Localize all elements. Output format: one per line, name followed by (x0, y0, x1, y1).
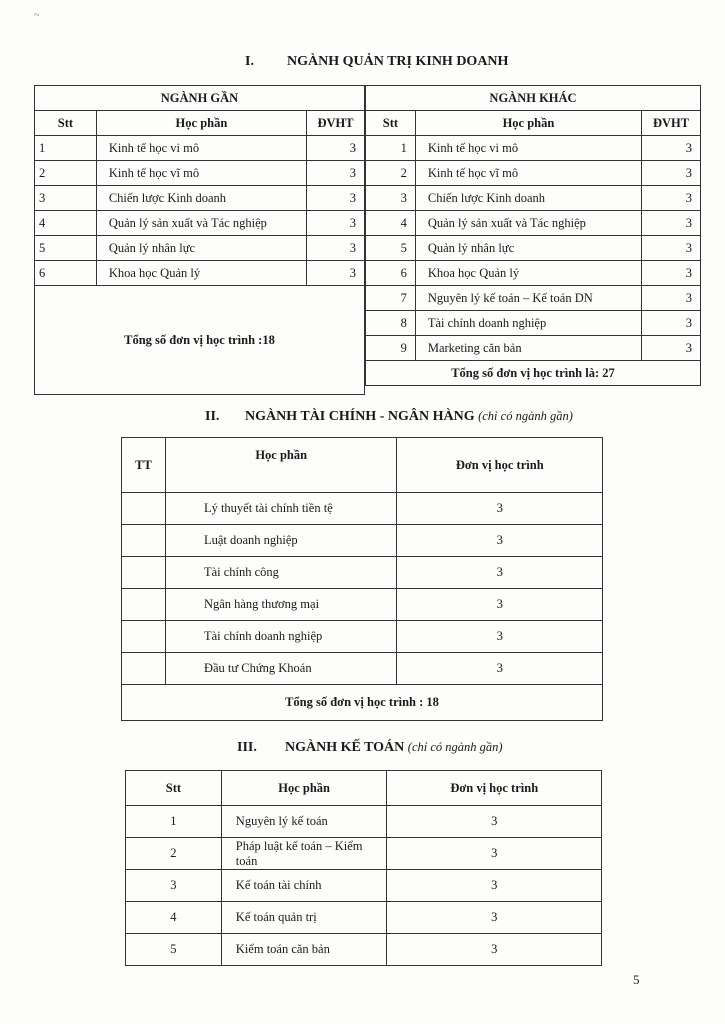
row-subject: Quản lý sản xuất và Tác nghiệp (96, 211, 306, 236)
row-subject: Ngân hàng thương mại (165, 589, 397, 621)
row-units: 3 (397, 557, 603, 589)
table-row (126, 806, 602, 838)
row-units: 3 (642, 211, 701, 236)
section-2-title (205, 409, 573, 425)
row-stt: 8 (366, 311, 416, 336)
table-row (122, 621, 603, 653)
table-row (35, 136, 365, 161)
row-subject: Tài chính doanh nghiệp (415, 311, 641, 336)
row-stt: 3 (35, 186, 97, 211)
table-2 (121, 437, 603, 721)
row-stt (122, 589, 166, 621)
row-subject: Kinh tế học vi mô (96, 136, 306, 161)
section-1-number: I. (245, 54, 254, 69)
table-row (366, 211, 701, 236)
table-row (122, 653, 603, 685)
table-row-total (366, 361, 701, 386)
table-row-total (122, 685, 603, 721)
right-total: Tổng số đơn vị học trình là: 27 (366, 361, 701, 386)
row-stt: 3 (126, 870, 222, 902)
row-subject: Khoa học Quản lý (415, 261, 641, 286)
row-subject: Kinh tế học vĩ mô (415, 161, 641, 186)
table-row (366, 161, 701, 186)
row-units: 3 (642, 286, 701, 311)
row-stt: 9 (366, 336, 416, 361)
table-row (126, 838, 602, 870)
col-header-stt: Stt (35, 111, 97, 136)
row-units: 3 (307, 161, 365, 186)
row-subject: Kinh tế học vĩ mô (96, 161, 306, 186)
table-1-left (34, 85, 365, 395)
table-row (122, 557, 603, 589)
row-units: 3 (307, 261, 365, 286)
row-stt: 7 (366, 286, 416, 311)
row-units: 3 (642, 261, 701, 286)
row-stt (122, 525, 166, 557)
row-subject: Pháp luật kế toán – Kiểm toán (221, 838, 387, 870)
row-units: 3 (387, 902, 602, 934)
row-stt: 6 (35, 261, 97, 286)
row-subject: Luật doanh nghiệp (165, 525, 397, 557)
row-units: 3 (307, 211, 365, 236)
section-3-title (237, 740, 503, 756)
row-units: 3 (642, 161, 701, 186)
row-stt: 1 (35, 136, 97, 161)
col-header-stt: Stt (126, 771, 222, 806)
row-units: 3 (397, 493, 603, 525)
row-subject: Lý thuyết tài chính tiền tệ (165, 493, 397, 525)
row-subject: Kế toán tài chính (221, 870, 387, 902)
table-row (126, 870, 602, 902)
row-units: 3 (387, 806, 602, 838)
row-subject: Kiểm toán căn bản (221, 934, 387, 966)
col-header-tt: TT (122, 438, 166, 493)
table-3 (125, 770, 602, 966)
row-stt: 4 (35, 211, 97, 236)
row-units: 3 (397, 621, 603, 653)
table-row (366, 186, 701, 211)
table-row (35, 236, 365, 261)
row-subject: Chiến lược Kinh doanh (415, 186, 641, 211)
section-3-number: III. (237, 740, 257, 755)
row-subject: Chiến lược Kinh doanh (96, 186, 306, 211)
table-row (366, 236, 701, 261)
row-stt: 5 (35, 236, 97, 261)
row-stt: 2 (366, 161, 416, 186)
row-stt: 5 (366, 236, 416, 261)
row-units: 3 (307, 136, 365, 161)
table-row (122, 589, 603, 621)
section-1-heading: NGÀNH QUẢN TRỊ KINH DOANH (287, 54, 509, 69)
table-row (366, 136, 701, 161)
row-units: 3 (397, 589, 603, 621)
col-header-units: ĐVHT (642, 111, 701, 136)
col-header-subject: Học phần (415, 111, 641, 136)
row-stt (122, 621, 166, 653)
table-row (366, 336, 701, 361)
row-subject: Quản lý nhân lực (96, 236, 306, 261)
col-header-subject: Học phần (221, 771, 387, 806)
section-3-heading: NGÀNH KẾ TOÁN (285, 740, 405, 755)
section-2-note: (chỉ có ngành gần) (478, 409, 573, 423)
row-stt: 6 (366, 261, 416, 286)
row-units: 3 (307, 186, 365, 211)
table-row-total (35, 286, 365, 395)
table-1-right (365, 85, 701, 386)
row-stt: 5 (126, 934, 222, 966)
col-header-subject: Học phần (96, 111, 306, 136)
row-units: 3 (642, 336, 701, 361)
row-subject: Marketing căn bản (415, 336, 641, 361)
scan-mark: ~ (34, 10, 40, 21)
row-subject: Khoa học Quản lý (96, 261, 306, 286)
table-row (122, 525, 603, 557)
table-row (35, 186, 365, 211)
row-subject: Đầu tư Chứng Khoán (165, 653, 397, 685)
row-stt (122, 653, 166, 685)
table-row (122, 493, 603, 525)
col-header-units: ĐVHT (307, 111, 365, 136)
row-stt: 4 (366, 211, 416, 236)
row-units: 3 (642, 311, 701, 336)
table-row (126, 934, 602, 966)
table-row (366, 286, 701, 311)
col-header-subject: Học phần (165, 438, 397, 493)
row-units: 3 (387, 838, 602, 870)
table-row (35, 261, 365, 286)
row-stt: 2 (35, 161, 97, 186)
group-header-near: NGÀNH GẦN (35, 86, 365, 111)
row-units: 3 (642, 186, 701, 211)
col-header-stt: Stt (366, 111, 416, 136)
row-subject: Quản lý nhân lực (415, 236, 641, 261)
row-stt (122, 493, 166, 525)
section-1-title (245, 54, 508, 70)
section-2-heading: NGÀNH TÀI CHÍNH - NGÂN HÀNG (245, 409, 475, 424)
row-stt: 3 (366, 186, 416, 211)
row-units: 3 (397, 653, 603, 685)
page-number: 5 (633, 972, 640, 987)
row-units: 3 (307, 236, 365, 261)
table-row (366, 261, 701, 286)
row-subject: Tài chính công (165, 557, 397, 589)
col-header-units: Đơn vị học trình (387, 771, 602, 806)
row-stt (122, 557, 166, 589)
table-row (366, 311, 701, 336)
group-header-other: NGÀNH KHÁC (366, 86, 701, 111)
section-2-number: II. (205, 409, 220, 424)
row-stt: 2 (126, 838, 222, 870)
left-total: Tổng số đơn vị học trình :18 (35, 286, 365, 395)
row-units: 3 (642, 136, 701, 161)
row-stt: 4 (126, 902, 222, 934)
row-units: 3 (387, 934, 602, 966)
row-units: 3 (397, 525, 603, 557)
row-units: 3 (642, 236, 701, 261)
row-subject: Kinh tế học vi mô (415, 136, 641, 161)
row-stt: 1 (126, 806, 222, 838)
table-row (126, 902, 602, 934)
section-3-note: (chỉ có ngành gần) (407, 740, 503, 754)
section-2-total: Tổng số đơn vị học trình : 18 (122, 685, 603, 721)
table-row (35, 161, 365, 186)
row-subject: Nguyên lý kế toán – Kế toán DN (415, 286, 641, 311)
table-row (35, 211, 365, 236)
row-subject: Nguyên lý kế toán (221, 806, 387, 838)
row-stt: 1 (366, 136, 416, 161)
row-subject: Kế toán quản trị (221, 902, 387, 934)
col-header-units: Đơn vị học trình (397, 438, 603, 493)
row-subject: Tài chính doanh nghiệp (165, 621, 397, 653)
row-units: 3 (387, 870, 602, 902)
row-subject: Quản lý sản xuất và Tác nghiệp (415, 211, 641, 236)
